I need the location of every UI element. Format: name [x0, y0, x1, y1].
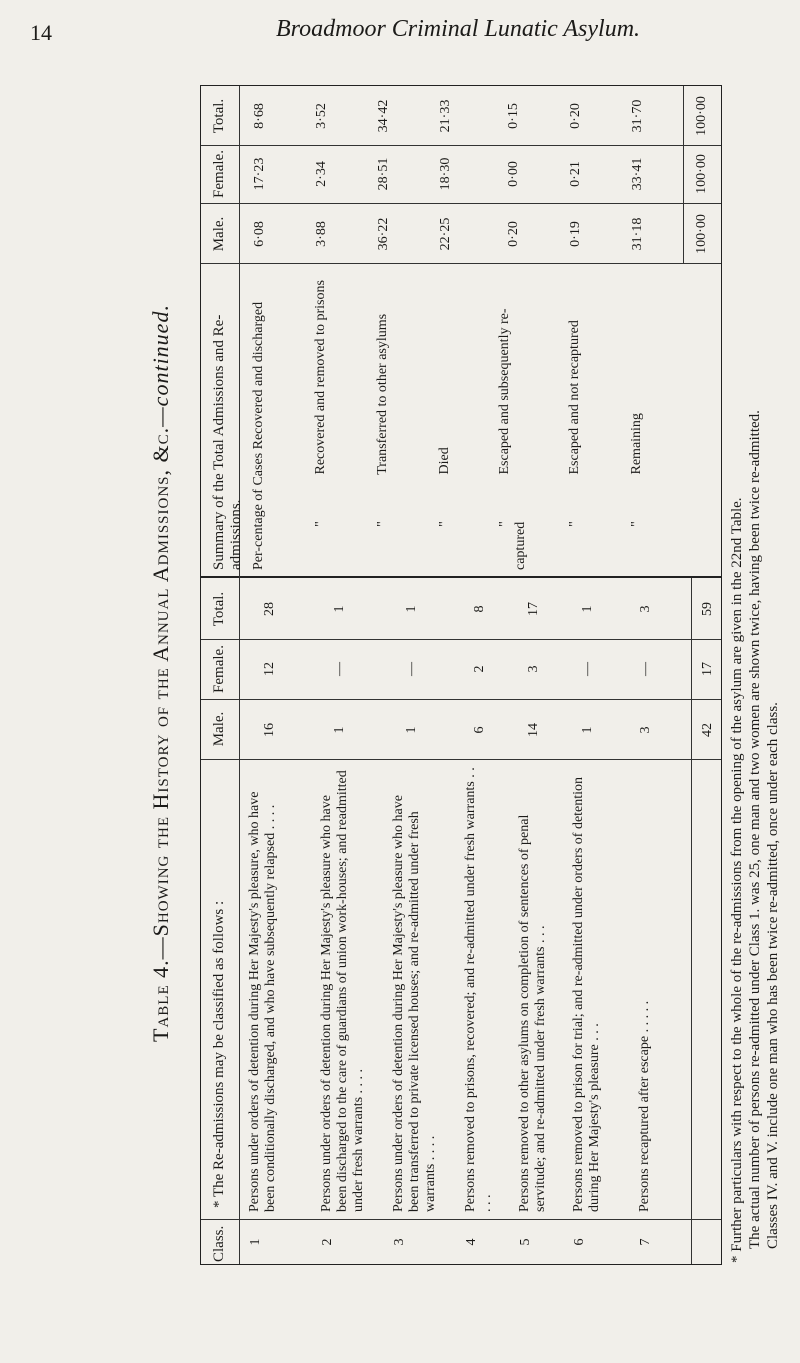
summary-male: 0·20: [506, 221, 521, 247]
table-title-suffix: —continued.: [148, 304, 173, 427]
ditto-mark: ": [313, 521, 328, 527]
readmissions-total-female: 17: [700, 662, 715, 676]
readmission-male: 6: [472, 726, 487, 734]
readmission-male: 14: [526, 723, 541, 737]
readmission-female: —: [404, 662, 419, 676]
table-title-prefix: Table 4.: [148, 959, 173, 1042]
readmission-row-text: Persons under orders of detention during Her Majesty's pleasure, who have been conditionally discharged, and who have subsequently relapsed . . . .: [247, 791, 278, 1212]
summary-row-label: [251, 270, 267, 570]
readmission-row-text: Persons recaptured after escape . . . . .: [637, 1000, 652, 1212]
summary-row-name: Recovered and discharged: [251, 301, 266, 450]
summary-female: 18·30: [438, 157, 453, 191]
summary-total: 34·42: [376, 99, 391, 133]
statistics-table: [200, 85, 722, 1265]
summary-row-label: [497, 270, 529, 570]
summary-female: 0·21: [568, 161, 583, 187]
class-number: 5: [518, 1238, 533, 1246]
class-number: 7: [638, 1238, 653, 1246]
summary-female: 0·00: [506, 161, 521, 187]
class-number: 4: [464, 1238, 479, 1246]
readmissions-total-all: 59: [700, 602, 715, 616]
summary-male: 31·18: [630, 217, 645, 251]
summary-row-name: Died: [437, 447, 452, 475]
readmission-total: 1: [332, 605, 347, 613]
summary-male: 6·08: [252, 221, 267, 247]
summary-male: 22·25: [438, 217, 453, 251]
running-head: Broadmoor Criminal Lunatic Asylum.: [276, 16, 641, 42]
readmission-total: 8: [472, 605, 487, 613]
readmission-female: 12: [262, 662, 277, 676]
summary-total: 3·52: [314, 103, 329, 129]
readmission-female: 2: [472, 665, 487, 673]
readmission-female: —: [332, 662, 347, 676]
readmission-row-text: Persons under orders of detention during Her Majesty's pleasure who have been discharged to the care of guardians of union work-houses; and readmitted under fresh warrants . . . .: [319, 770, 366, 1212]
footnote-line: The actual number of persons re-admitted under Class 1. was 25, one man and two women are shown twice, having been twice re-admitted.: [747, 410, 763, 1249]
ditto-mark: ": [375, 521, 390, 527]
readmission-row-text: Persons under orders of detention during Her Majesty's pleasure who have been transferred to private licensed houses; and re-admitted under fresh warrants . . . .: [391, 795, 438, 1212]
summary-female-header: Female.: [211, 150, 227, 198]
summary-row-name: Transferred to other asylums: [375, 313, 390, 475]
ditto-mark: ": [497, 521, 512, 527]
summary-total: 21·33: [438, 99, 453, 133]
summary-female: 2·34: [314, 161, 329, 187]
readmission-total: 1: [404, 605, 419, 613]
summary-row-label: [437, 270, 453, 570]
summary-female: 33·41: [630, 157, 645, 191]
readmission-total: 17: [526, 602, 541, 616]
summary-row-label: [629, 270, 645, 570]
summary-row-name: Escaped and not recaptured: [567, 320, 582, 475]
readmission-female: —: [580, 662, 595, 676]
summary-male: 36·22: [376, 217, 391, 251]
summary-row-lead: Per-centage of Cases: [251, 452, 266, 570]
readmission-male: 3: [638, 726, 653, 734]
summary-row-name: Escaped and subsequently re-captured: [497, 308, 528, 570]
summary-row-label: [567, 270, 583, 570]
summary-total: 31·70: [630, 99, 645, 133]
summary-male-header: Male.: [211, 216, 227, 252]
summary-male: 0·19: [568, 221, 583, 247]
summary-total: 0·15: [506, 103, 521, 129]
class-number: 1: [248, 1238, 263, 1246]
summary-row-name: Recovered and removed to prisons: [313, 280, 328, 475]
readmission-row-text: Persons removed to prison for trial; and re-admitted under orders of detention during Her Majesty's pleasure . . .: [571, 776, 602, 1212]
footnote-line: * Further particulars with respect to the whole of the re-admissions from the opening of the asylum are given in the 22nd Table.: [729, 497, 745, 1263]
page-number: 14: [30, 20, 52, 45]
class-number: 2: [320, 1238, 335, 1246]
readmission-female: 3: [526, 665, 541, 673]
ditto-mark: ": [629, 521, 644, 527]
table-title: [148, 263, 174, 1083]
summary-row-label: [313, 270, 329, 570]
readmission-male: 1: [332, 726, 347, 734]
summary-header: Summary of the Total Admissions and Re-admissions.: [211, 314, 244, 570]
summary-total-all: 100·00: [694, 96, 709, 136]
ditto-mark: ": [567, 521, 582, 527]
readmissions-total-male: 42: [700, 723, 715, 737]
summary-female: 28·51: [376, 157, 391, 191]
summary-row-name: Remaining: [629, 413, 644, 475]
table-title-main: —Showing the History of the Annual Admissions, &c.: [148, 426, 173, 960]
readmission-total: 3: [638, 605, 653, 613]
readmission-male: 1: [404, 726, 419, 734]
summary-total-female: 100·00: [694, 154, 709, 194]
summary-total-male: 100·00: [694, 214, 709, 254]
summary-total-header: Total.: [211, 98, 227, 134]
summary-total: 8·68: [252, 103, 267, 129]
summary-row-label: [375, 270, 391, 570]
readmissions-male-header: Male.: [211, 711, 227, 747]
readmission-male: 16: [262, 723, 277, 737]
readmissions-female-header: Female.: [211, 645, 227, 693]
class-number: 3: [392, 1238, 407, 1246]
readmission-female: —: [638, 662, 653, 676]
readmission-row-text: Persons removed to other asylums on completion of sentences of penal servitude; and re-admitted under fresh warrants . . .: [517, 814, 548, 1212]
class-number: 6: [572, 1238, 587, 1246]
summary-total: 0·20: [568, 103, 583, 129]
readmissions-total-header: Total.: [211, 591, 227, 627]
readmission-total: 1: [580, 605, 595, 613]
summary-male: 3·88: [314, 221, 329, 247]
ditto-mark: ": [437, 521, 452, 527]
readmission-row-text: Persons removed to prisons, recovered; and re-admitted under fresh warrants . . . . .: [463, 767, 494, 1212]
footnote-line: Classes IV. and V. include one man who has been twice re-admitted, once under each class.: [765, 702, 781, 1249]
readmission-total: 28: [262, 602, 277, 616]
footnote: [728, 93, 782, 1263]
class-header: Class.: [211, 1225, 227, 1262]
summary-female: 17·23: [252, 157, 267, 191]
readmission-male: 1: [580, 726, 595, 734]
readmissions-header: * The Re-admissions may be classified as follows :: [211, 900, 227, 1208]
